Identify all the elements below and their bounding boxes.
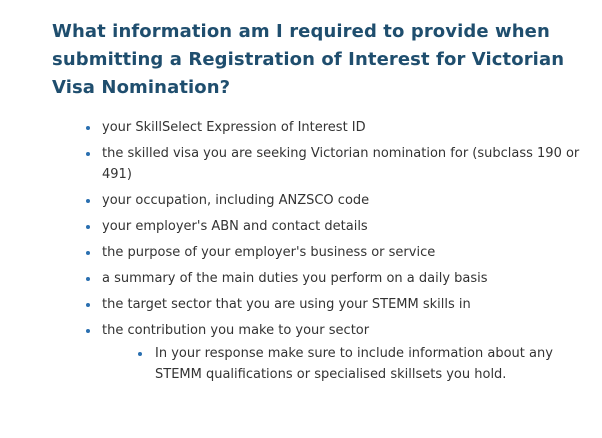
list-item [86, 320, 582, 385]
list-item [86, 242, 582, 263]
bullet-icon [86, 126, 90, 130]
bullet-icon [86, 251, 90, 255]
bullet-icon [86, 199, 90, 203]
requirements-list [52, 117, 582, 385]
nested-list-item [138, 343, 582, 385]
list-item-text: the purpose of your employer's business or service [102, 245, 436, 260]
list-item [86, 268, 582, 289]
bullet-icon [86, 225, 90, 229]
list-item-text: a summary of the main duties you perform on a daily basis [102, 271, 488, 286]
nested-list [102, 343, 582, 385]
bullet-icon [138, 352, 142, 356]
nested-list-item-text: In your response make sure to include information about any STEMM qualifications or specialised skillsets you hold. [155, 346, 553, 382]
bullet-icon [86, 277, 90, 281]
list-item-text: the skilled visa you are seeking Victorian nomination for (subclass 190 or 491) [102, 146, 580, 182]
list-item [86, 216, 582, 237]
list-item [86, 190, 582, 211]
list-item-text: the target sector that you are using your STEMM skills in [102, 297, 471, 312]
bullet-icon [86, 329, 90, 333]
list-item-text: the contribution you make to your sector [102, 323, 370, 338]
section-heading: What information am I required to provide when submitting a Registration of Interest for Victorian Visa Nomination? [52, 21, 565, 98]
bullet-icon [86, 303, 90, 307]
list-item-text: your SkillSelect Expression of Interest ID [102, 120, 366, 135]
list-item-text: your employer's ABN and contact details [102, 219, 368, 234]
list-item [86, 117, 582, 138]
list-item [86, 143, 582, 185]
list-item-text: your occupation, including ANZSCO code [102, 193, 370, 208]
list-item [86, 294, 582, 315]
bullet-icon [86, 152, 90, 156]
